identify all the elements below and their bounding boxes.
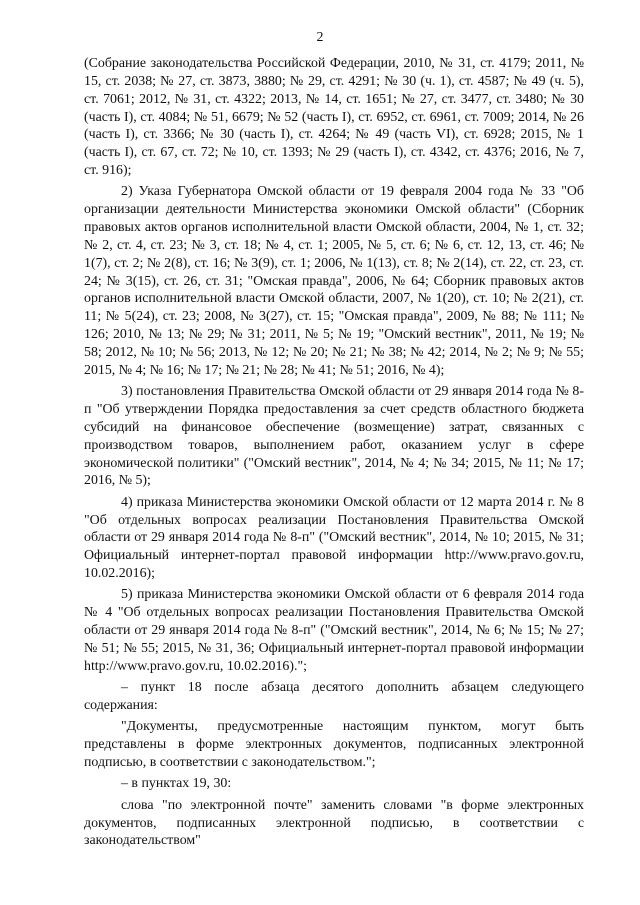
paragraph-items-19-30: – в пунктах 19, 30: — [121, 776, 232, 792]
paragraph-word-replacement: слова "по электронной почте" заменить словами "в форме электронных документов, подписанных электронной подписью, в соответствии с законодательством" — [84, 797, 584, 849]
paragraph-legislation-citation: (Собрание законодательства Российской Федерации, 2010, № 31, ст. 4179; 2011, № 15, ст. 2038; № 27, ст. 3873, 3880; № 29, ст. 4291; № 30 (ч. 1), ст. 4587; № 49 (ч. 5), ст. 7061; 2012, № 31, ст. 4322; 2013, № 14, ст. 1651; № 27, ст. 3477, ст. 3480; № 30 (часть I), ст. 4084; № 51, 6679; № 52 (часть I), ст. 6952, ст. 6961, ст. 7009; 2014, № 26 (часть I), ст. 3366; № 30 (часть I), ст. 4264; № 49 (часть VI), ст. 6928; 2015, № 1 (часть I), ст. 67, ст. 72; № 10, ст. 1393; № 29 (часть I), ст. 4342, ст. 4376; 2016, № 7, ст. 916); — [84, 56, 584, 179]
document-body — [84, 55, 584, 854]
paragraph-governor-decree: 2) Указа Губернатора Омской области от 19 февраля 2004 года № 33 "Об организации деятельности Министерства экономики Омской области" (Сборник правовых актов органов исполнительной власти Омской области, 2004, № 1, ст. 32; № 2, ст. 4, ст. 23; № 3, ст. 18; № 4, ст. 1; 2005, № 5, ст. 6; № 6, ст. 12, 13, ст. 46; № 1(7), ст. 2; № 2(8), ст. 16; № 3(9), ст. 1; 2006, № 1(13), ст. 8; № 2(14), ст. 22, ст. 23, ст. 24; № 3(15), ст. 26, ст. 31; "Омская правда", 2006, № 64; Сборник правовых актов органов исполнительной власти Омской области, 2007, № 1(20), ст. 10; № 2(21), ст. 11; № 5(24), ст. 23; 2008, № 3(27), ст. 15; "Омская правда", 2009, № 88; № 111; № 126; 2010, № 13; № 29; № 31; 2011, № 5; № 19; "Омский вестник", 2011, № 19; № 58; 2012, № 10; № 56; 2013, № 12; № 20; № 21; № 38; № 42; 2014, № 2; № 9; № 55; 2015, № 4; № 16; № 17; № 21; № 28; № 41; № 51; 2016, № 4); — [84, 184, 584, 378]
page-number: 2 — [316, 30, 324, 45]
paragraph-item-18-amendment: – пункт 18 после абзаца десятого дополнить абзацем следующего содержания: — [84, 680, 584, 714]
paragraph-government-resolution: 3) постановления Правительства Омской области от 29 января 2014 года № 8-п "Об утверждении Порядка предоставления за счет средств областного бюджета субсидий на финансовое обеспечение (возмещение) затрат, связанных с производством товаров, выполнением работ, оказанием услуг в сфере экономической политики" ("Омский вестник", 2014, № 4; № 34; 2015, № 11; № 17; 2016, № 5); — [84, 384, 584, 489]
paragraph-ministry-order-12-march: 4) приказа Министерства экономики Омской области от 12 марта 2014 г. № 8 "Об отдельных вопросах реализации Постановления Правительства Омской области от 29 января 2014 года № 8-п" ("Омский вестник", 2014, № 10; 2015, № 31; Официальный интернет-портал правовой информации http://www.pravo.gov.ru, 10.02.2016); — [84, 494, 584, 582]
paragraph-ministry-order-6-february: 5) приказа Министерства экономики Омской области от 6 февраля 2014 года № 4 "Об отдельных вопросах реализации Постановления Правительства Омской области от 29 января 2014 года № 8-п" ("Омский вестник", 2014, № 6; № 15; № 27; № 51; № 55; 2015, № 31, 36; Официальный интернет-портал правовой информации http://www.pravo.gov.ru, 10.02.2016)."; — [84, 587, 584, 674]
paragraph-quoted-insertion: "Документы, предусмотренные настоящим пунктом, могут быть представлены в форме электронных документов, подписанных электронной подписью, в соответствии с законодательством."; — [84, 719, 584, 771]
